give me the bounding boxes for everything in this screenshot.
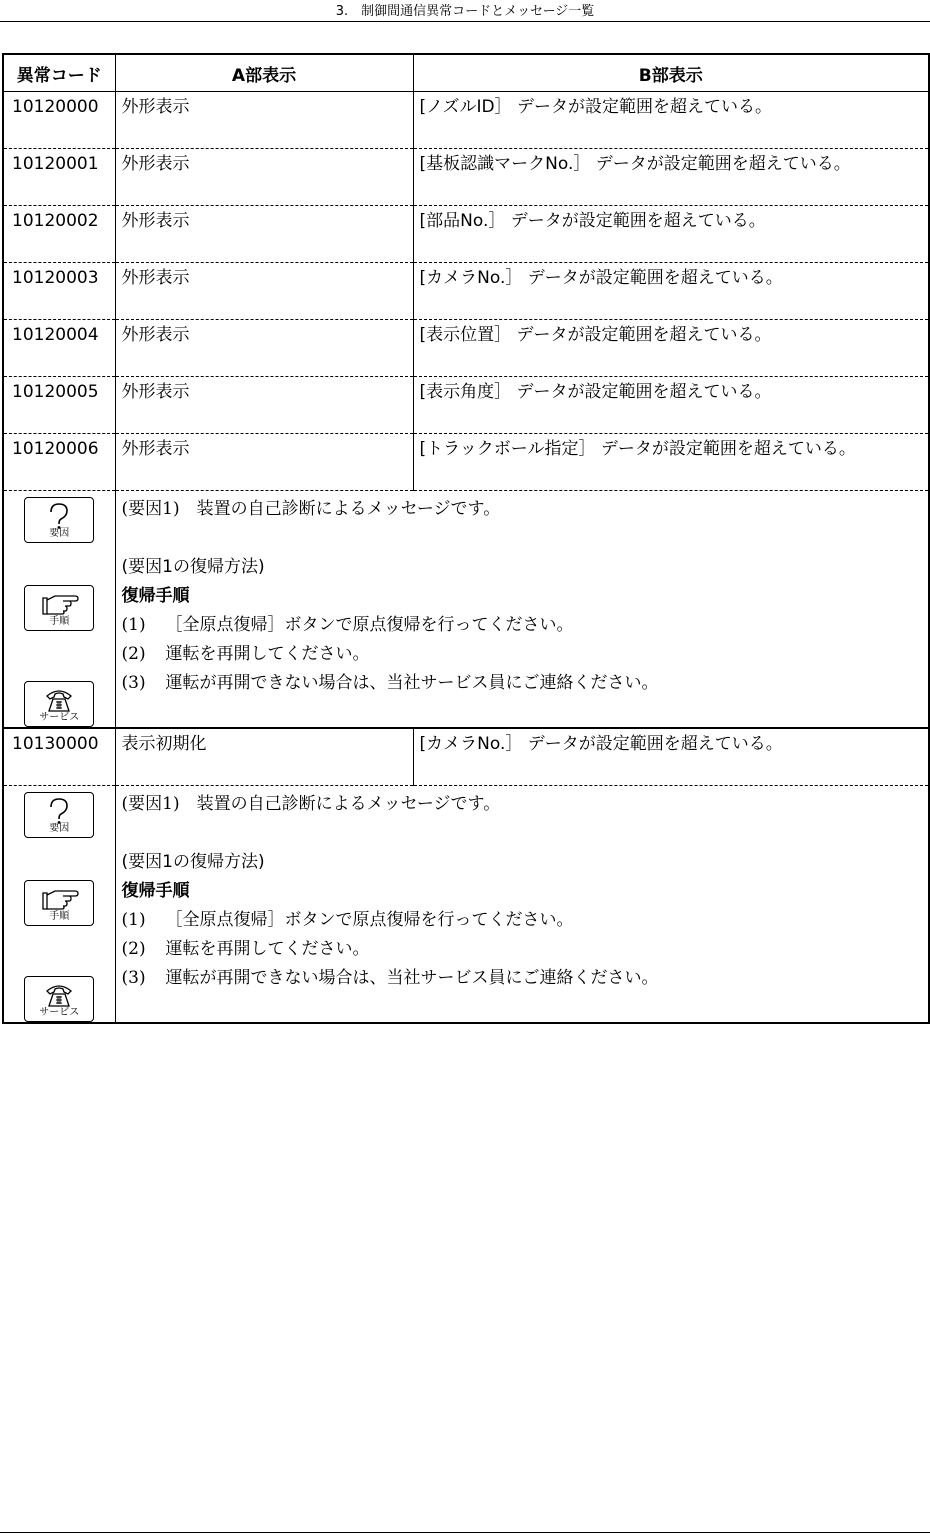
step-number: (2) (121, 644, 146, 664)
a-display: 外形表示 (115, 377, 413, 434)
b-display: [部品No.］ データが設定範囲を超えている。 (413, 206, 929, 263)
error-code: 10120002 (3, 206, 115, 263)
step-text: ［全原点復帰］ボタンで原点復帰を行ってください。 (165, 910, 574, 930)
table-row (3, 92, 929, 149)
b-display: [表示位置］ データが設定範囲を超えている。 (413, 320, 929, 377)
step-number: (3) (121, 968, 146, 988)
step-number: (2) (121, 939, 146, 959)
service-icon-label: サービス (39, 1007, 80, 1018)
page-footer-rule (0, 1532, 930, 1533)
error-code: 10120004 (3, 320, 115, 377)
error-code: 10120000 (3, 92, 115, 149)
step-item (122, 611, 929, 640)
step-item (122, 640, 929, 669)
recovery-title: (要因1の復帰方法) (121, 557, 265, 577)
procedure-title: 復帰手順 (121, 881, 190, 901)
table-row (3, 320, 929, 377)
error-code: 10120005 (3, 377, 115, 434)
header-code: 異常コード (3, 54, 115, 92)
a-display: 外形表示 (115, 434, 413, 491)
recovery-title: (要因1の復帰方法) (121, 852, 265, 872)
a-display: 外形表示 (115, 263, 413, 320)
table-row (3, 434, 929, 491)
step-item (122, 964, 929, 993)
step-text: 運転を再開してください。 (165, 939, 370, 959)
step-item (122, 935, 929, 964)
a-display: 外形表示 (115, 92, 413, 149)
step-item (122, 669, 929, 698)
b-display: [カメラNo.］ データが設定範囲を超えている。 (413, 728, 929, 786)
a-display: 外形表示 (115, 206, 413, 263)
error-code: 10120003 (3, 263, 115, 320)
cause-text: (要因1) 装置の自己診断によるメッセージです。 (121, 499, 501, 519)
step-text: 運転が再開できない場合は、当社サービス員にご連絡ください。 (165, 673, 659, 693)
a-display: 外形表示 (115, 149, 413, 206)
service-icon-label: サービス (39, 712, 80, 723)
telephone-icon (24, 976, 94, 1022)
error-code: 10130000 (3, 728, 115, 786)
detail-row (3, 786, 929, 1024)
procedure-title: 復帰手順 (121, 586, 190, 606)
telephone-icon (24, 681, 94, 727)
b-display: [基板認識マークNo.］ データが設定範囲を超えている。 (413, 149, 929, 206)
header-a-display: A部表示 (115, 54, 413, 92)
b-display: [トラックボール指定］ データが設定範囲を超えている。 (413, 434, 929, 491)
page-header: 3. 制御間通信異常コードとメッセージ一覧 (0, 0, 930, 22)
b-display: [カメラNo.］ データが設定範囲を超えている。 (413, 263, 929, 320)
step-number: (1) (121, 615, 146, 635)
step-text: 運転を再開してください。 (165, 644, 370, 664)
step-item (122, 906, 929, 935)
step-number: (1) (121, 910, 146, 930)
icon-column (3, 491, 115, 729)
cause-icon (24, 792, 94, 838)
table-row (3, 728, 929, 786)
detail-text (115, 786, 929, 1024)
hand-pointing-icon (24, 585, 94, 631)
a-display: 表示初期化 (115, 728, 413, 786)
b-display: [表示角度］ データが設定範囲を超えている。 (413, 377, 929, 434)
cause-icon-label: 要因 (49, 528, 70, 539)
cause-icon (24, 497, 94, 543)
cause-text: (要因1) 装置の自己診断によるメッセージです。 (121, 794, 501, 814)
detail-text (115, 491, 929, 729)
hand-pointing-icon (24, 880, 94, 926)
error-code: 10120001 (3, 149, 115, 206)
error-code: 10120006 (3, 434, 115, 491)
header-b-display: B部表示 (413, 54, 929, 92)
table-row (3, 206, 929, 263)
step-number: (3) (121, 673, 146, 693)
table-row (3, 377, 929, 434)
a-display: 外形表示 (115, 320, 413, 377)
table-header-row (3, 54, 929, 92)
procedure-icon-label: 手順 (49, 911, 70, 922)
procedure-icon-label: 手順 (49, 616, 70, 627)
cause-icon-label: 要因 (49, 823, 70, 834)
step-text: 運転が再開できない場合は、当社サービス員にご連絡ください。 (165, 968, 659, 988)
b-display: [ノズルID］ データが設定範囲を超えている。 (413, 92, 929, 149)
table-row (3, 149, 929, 206)
table-row (3, 263, 929, 320)
icon-column (3, 786, 115, 1024)
step-text: ［全原点復帰］ボタンで原点復帰を行ってください。 (165, 615, 574, 635)
error-code-table (2, 53, 930, 1024)
detail-row (3, 491, 929, 729)
